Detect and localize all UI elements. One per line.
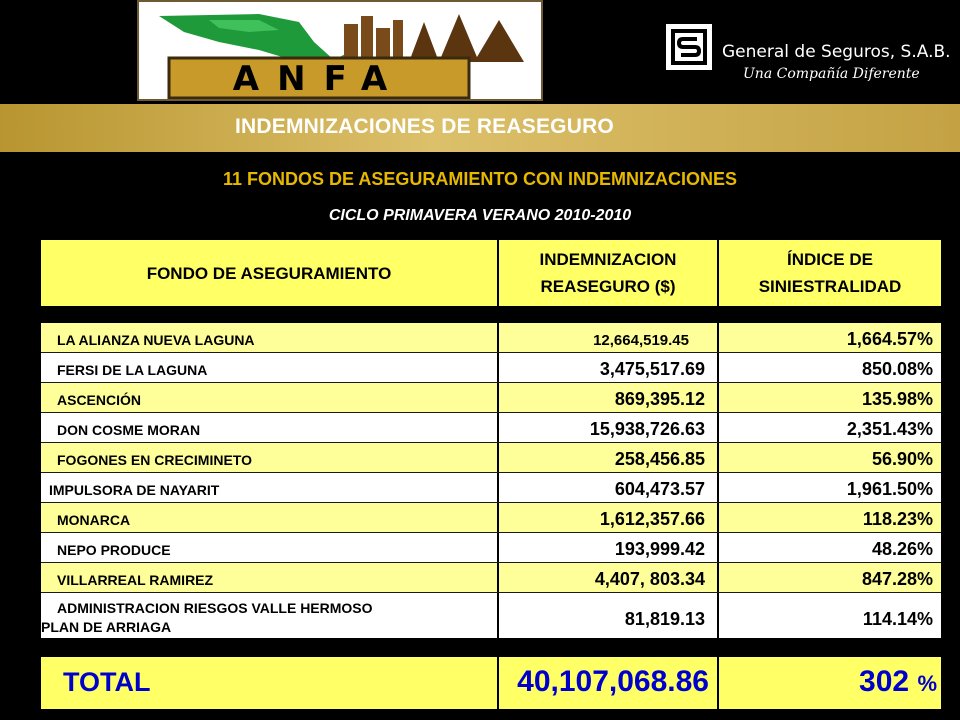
cell-indice: 1,961.50% [846, 479, 933, 499]
cycle-label: CICLO PRIMAVERA VERANO 2010-2010 [328, 207, 632, 224]
general-de-seguros-icon [666, 24, 712, 70]
header-indemnizacion [499, 240, 717, 306]
cell-fondo: ASCENCIÓN [57, 392, 142, 408]
table-row [41, 563, 941, 593]
cell-indemnizacion: 604,473.57 [614, 479, 705, 499]
company-name: General de Seguros, S.A.B. [722, 42, 951, 62]
total-label: TOTAL [63, 667, 151, 697]
cell-fondo: MONARCA [57, 512, 131, 528]
general-de-seguros-logo [666, 24, 956, 90]
header-indice [719, 240, 941, 306]
anfa-logo [137, 0, 543, 101]
cell-indemnizacion: 193,999.42 [614, 539, 705, 559]
cell-indice: 56.90% [871, 449, 933, 469]
data-table [41, 323, 941, 638]
cell-indemnizacion: 869,395.12 [614, 389, 705, 409]
anfa-logo-text: ANFA [232, 59, 406, 99]
header-indice-line2: SINIESTRALIDAD [758, 277, 902, 296]
table-row [41, 443, 941, 473]
cell-indice: 48.26% [871, 539, 933, 559]
header-indemnizacion-line2: REASEGURO ($) [540, 277, 676, 296]
header-indice-line1: ÍNDICE DE [787, 250, 873, 269]
cell-fondo: NEPO PRODUCE [57, 542, 171, 558]
cell-fondo: LA ALIANZA NUEVA LAGUNA [57, 332, 255, 348]
cell-indice: 2,351.43% [846, 419, 933, 439]
table-row [41, 383, 941, 413]
header-fondo [41, 240, 497, 306]
company-tagline: Una Compañía Diferente [743, 66, 920, 82]
total-row [41, 657, 941, 709]
cell-fondo: VILLARREAL RAMIREZ [57, 572, 214, 588]
table-row [41, 473, 941, 503]
table-row [41, 413, 941, 443]
total-indice [719, 665, 937, 699]
cell-fondo-line2: PLAN DE ARRIAGA [41, 619, 172, 635]
table-row [41, 593, 941, 638]
cell-indice: 847.28% [861, 569, 933, 589]
subtitle: 11 FONDOS DE ASEGURAMIENTO CON INDEMNIZACIONES [222, 169, 738, 189]
header-indemnizacion-line1: INDEMNIZACION [539, 250, 677, 269]
cell-indice: 114.14% [862, 609, 933, 629]
cell-fondo: FERSI DE LA LAGUNA [57, 362, 208, 378]
cell-indice: 1,664.57% [846, 329, 933, 349]
total-indice-unit: % [917, 671, 937, 696]
anfa-logo-graphic [139, 2, 543, 101]
cell-fondo-line1: ADMINISTRACION RIESGOS VALLE HERMOSO [57, 600, 373, 616]
header-fondo-label: FONDO DE ASEGURAMIENTO [146, 263, 392, 283]
cell-indemnizacion: 4,407, 803.34 [594, 569, 705, 589]
table-row [41, 353, 941, 383]
cell-fondo: FOGONES EN CRECIMINETO [57, 452, 252, 468]
cell-indemnizacion: 12,664,519.45 [593, 332, 689, 349]
cell-indemnizacion: 3,475,517.69 [599, 359, 705, 379]
cell-indemnizacion: 81,819.13 [624, 609, 705, 629]
cell-indice: 850.08% [861, 359, 933, 379]
page-title: INDEMNIZACIONES DE REASEGURO [235, 115, 614, 138]
cell-indice: 118.23% [862, 509, 933, 529]
cell-indice: 135.98% [861, 389, 933, 409]
cell-fondo [41, 599, 373, 637]
table-row [41, 533, 941, 563]
table-row [41, 323, 941, 353]
cell-indemnizacion: 15,938,726.63 [589, 419, 705, 439]
cell-fondo: IMPULSORA DE NAYARIT [49, 482, 220, 498]
total-indice-value: 302 [859, 665, 910, 698]
cell-fondo: DON COSME MORAN [57, 422, 201, 438]
total-indemnizacion: 40,107,068.86 [517, 665, 709, 698]
table-row [41, 503, 941, 533]
cell-indemnizacion: 258,456.85 [614, 449, 705, 469]
cell-indemnizacion: 1,612,357.66 [599, 509, 705, 529]
